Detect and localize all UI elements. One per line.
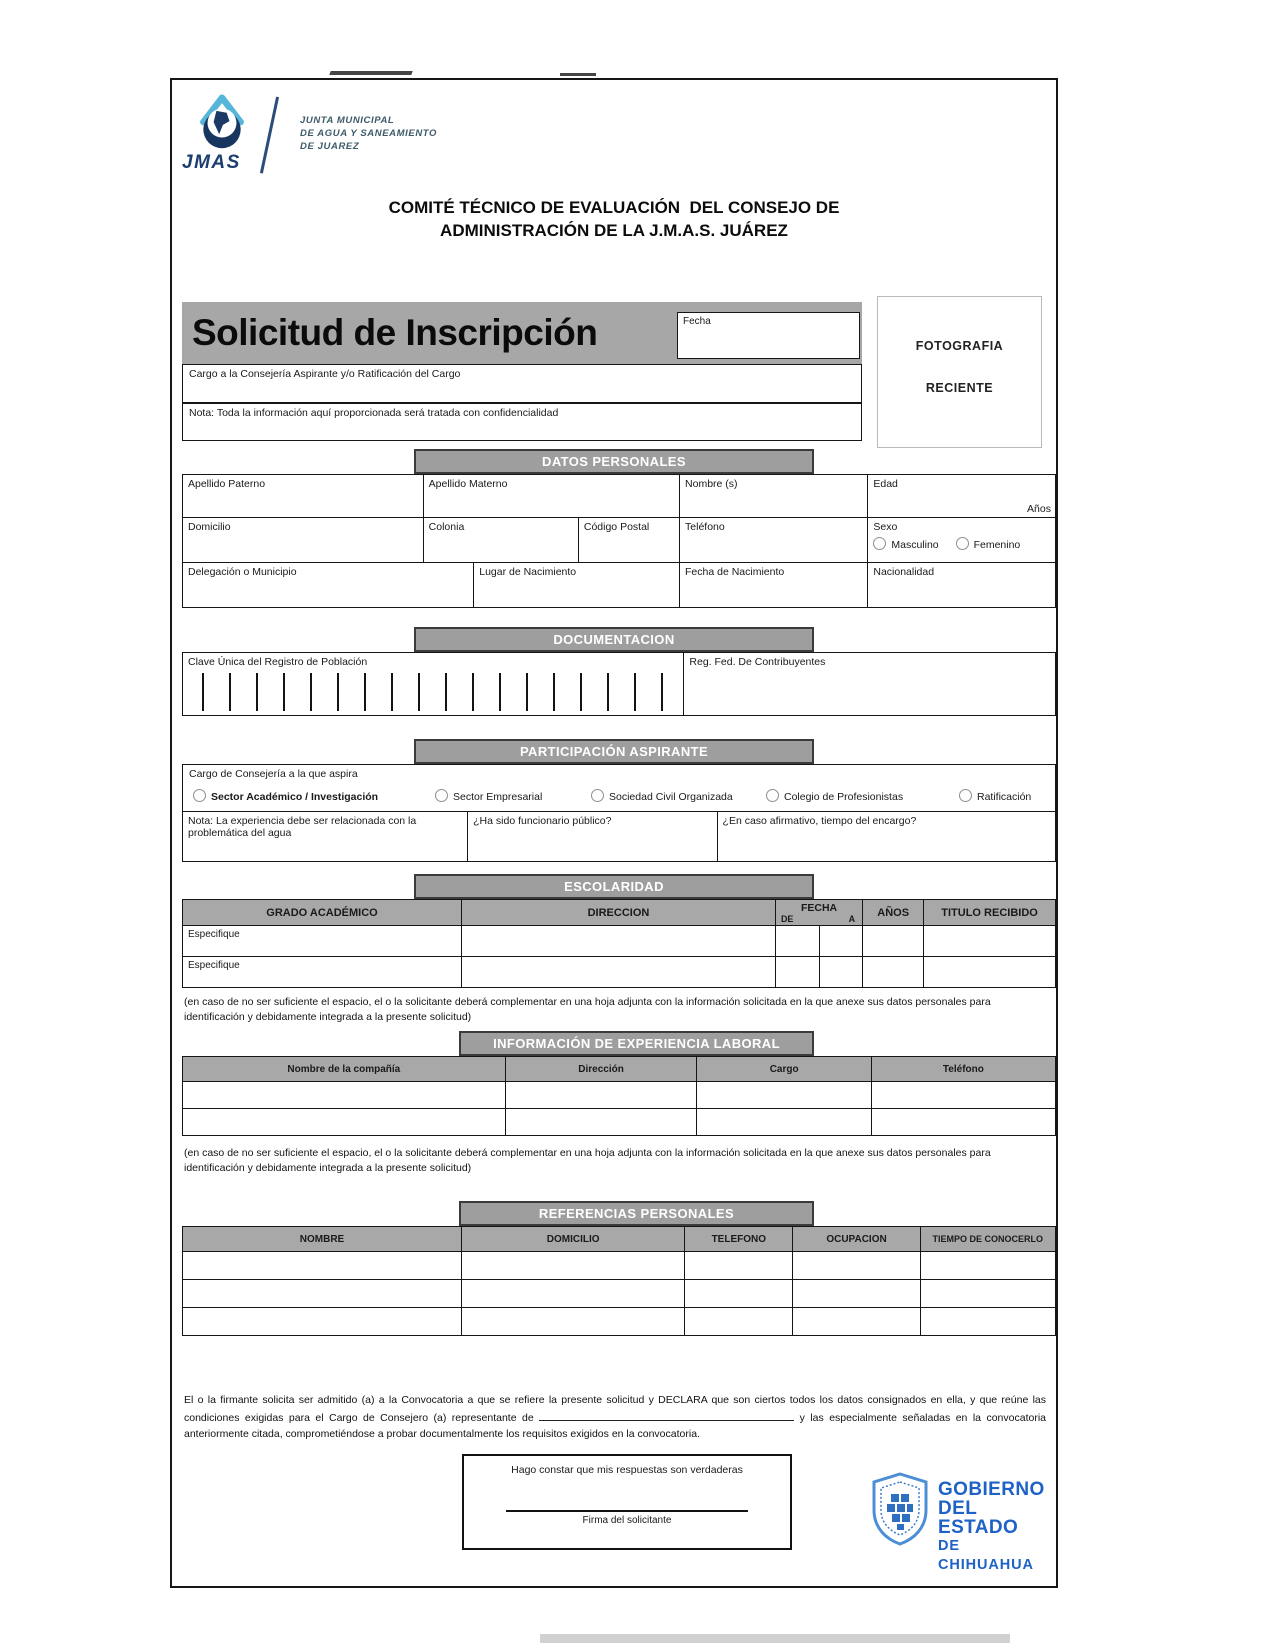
- ocupacion-cell[interactable]: [793, 1252, 920, 1279]
- funcionario-publico-cell[interactable]: [468, 812, 717, 861]
- referencias-table: [182, 1226, 1056, 1336]
- especifique-label: Especifique: [188, 929, 240, 940]
- fecha-de-cell[interactable]: [776, 926, 820, 956]
- logo-divider: [260, 97, 279, 174]
- cargo-cell[interactable]: [697, 1082, 871, 1108]
- page-title: Solicitud de Inscripción: [192, 312, 598, 353]
- signature-box: [462, 1454, 792, 1550]
- option-label: Colegio de Profesionistas: [784, 791, 904, 803]
- funcionario-publico-label: ¿Ha sido funcionario público?: [473, 815, 612, 827]
- declaracion-parte1: El o la firmante solicita ser admitido (a) a la Convocatoria a que se refiere la presente solicitud y DECLARA que son ciertos todos los datos consignados en ella, y que reúne las condiciones exigidas para el Cargo de Consejero (a) representante de: [184, 1394, 1046, 1424]
- direccion-cell[interactable]: [462, 957, 776, 987]
- fecha-label: Fecha: [683, 316, 711, 327]
- grado-cell[interactable]: [183, 957, 462, 987]
- option-sector-academico[interactable]: [193, 789, 378, 803]
- col-fecha: [776, 900, 863, 925]
- curp-comb-field[interactable]: [202, 673, 668, 711]
- nombre-cell[interactable]: [183, 1280, 462, 1307]
- anios-cell[interactable]: [863, 926, 924, 956]
- col-nombre: NOMBRE: [183, 1227, 462, 1251]
- experiencia-nota-cell: [183, 812, 468, 861]
- gobierno-line3: DE CHIHUAHUA: [938, 1538, 1034, 1573]
- lugar-nacimiento-cell[interactable]: [474, 563, 680, 607]
- sexo-cell: [868, 518, 1055, 562]
- title-band: [182, 302, 862, 364]
- telefono-cell[interactable]: [872, 1082, 1055, 1108]
- codigo-postal-cell[interactable]: [579, 518, 680, 562]
- col-nombre-compania: Nombre de la compañía: [183, 1057, 506, 1081]
- option-label: Ratificación: [977, 791, 1032, 803]
- option-label: Sociedad Civil Organizada: [609, 791, 733, 803]
- escolaridad-table: [182, 899, 1056, 988]
- femenino-label: Femenino: [973, 539, 1021, 551]
- direccion-cell[interactable]: [506, 1082, 698, 1108]
- telefono-cell[interactable]: [872, 1109, 1055, 1135]
- tiempo-cell[interactable]: [921, 1252, 1055, 1279]
- confidencialidad-text: Nota: Toda la información aquí proporcionada será tratada con confidencialidad: [189, 407, 559, 419]
- compania-cell[interactable]: [183, 1082, 506, 1108]
- telefono-cell[interactable]: [685, 1252, 793, 1279]
- telefono-label: Teléfono: [685, 521, 725, 533]
- apellido-paterno-label: Apellido Paterno: [188, 478, 266, 490]
- edad-cell[interactable]: [868, 475, 1055, 517]
- nacionalidad-cell[interactable]: [868, 563, 1055, 607]
- codigo-postal-label: Código Postal: [583, 521, 650, 533]
- committee-title-line1: COMITÉ TÉCNICO DE EVALUACIÓN DEL CONSEJO DE: [388, 198, 840, 217]
- apellido-materno-cell[interactable]: [424, 475, 680, 517]
- domicilio-cell[interactable]: [462, 1280, 685, 1307]
- delegacion-label: Delegación o Municipio: [188, 566, 297, 578]
- col-direccion: DIRECCION: [462, 900, 776, 925]
- declaracion-paragraph: [184, 1392, 1046, 1443]
- declaracion-parte2: y las especialmente señaladas en la convocatoria anteriormente citada, comprometiéndose a probar documentalmente los requisitos exigidos en la convocatoria.: [184, 1411, 1047, 1440]
- datos-personales-table: [182, 474, 1056, 608]
- scan-artifact: [329, 71, 412, 75]
- nombre-cell[interactable]: [183, 1308, 462, 1335]
- col-direccion: Dirección: [506, 1057, 698, 1081]
- cargo-consejeria-label: Cargo de Consejería a la que aspira: [189, 768, 358, 780]
- radio-masculino-icon[interactable]: [873, 537, 886, 550]
- radio-sociedad-civil-icon[interactable]: [591, 789, 604, 802]
- fecha-de-label: DE: [780, 914, 794, 924]
- tiempo-encargo-cell[interactable]: [718, 812, 1055, 861]
- sexo-masculino-option[interactable]: [873, 539, 938, 551]
- col-tiempo-conocerlo: TIEMPO DE CONOCERLO: [932, 1234, 1044, 1244]
- radio-sector-empresarial-icon[interactable]: [435, 789, 448, 802]
- nota-espacio-1: (en caso de no ser suficiente el espacio, el o la solicitante deberá complementar en una hoja adjunta con la información solicitada en la que anexe sus datos personales para identificación y debidamente integrada a la presente solicitud): [184, 996, 991, 1023]
- titulo-cell[interactable]: [924, 957, 1055, 987]
- delegacion-cell[interactable]: [183, 563, 474, 607]
- apellido-materno-label: Apellido Materno: [428, 478, 508, 490]
- committee-title: [172, 196, 1056, 242]
- org-line-2: DE AGUA Y SANEAMIENTO: [300, 128, 437, 139]
- confidencialidad-note: [182, 403, 862, 441]
- gobierno-wordmark: [938, 1480, 1056, 1575]
- titulo-cell[interactable]: [924, 926, 1055, 956]
- col-anios: AÑOS: [863, 900, 924, 925]
- gobierno-line2: DEL ESTADO: [938, 1498, 1019, 1538]
- fecha-field[interactable]: [677, 312, 860, 359]
- lugar-nacimiento-label: Lugar de Nacimiento: [479, 566, 577, 578]
- col-cargo: Cargo: [697, 1057, 871, 1081]
- col-domicilio: DOMICILIO: [462, 1227, 685, 1251]
- section-escolaridad: ESCOLARIDAD: [414, 874, 814, 899]
- radio-femenino-icon[interactable]: [956, 537, 969, 550]
- domicilio-cell[interactable]: [462, 1308, 685, 1335]
- participacion-table: [182, 764, 1056, 862]
- fecha-a-label: A: [848, 914, 856, 924]
- edad-label: Edad: [873, 478, 898, 490]
- domicilio-cell[interactable]: [462, 1252, 685, 1279]
- col-grado-academico: GRADO ACADÉMICO: [183, 900, 462, 925]
- anios-label: Años: [1027, 503, 1051, 515]
- cargo-cell[interactable]: [697, 1109, 871, 1135]
- nombre-cell[interactable]: [183, 1252, 462, 1279]
- colonia-cell[interactable]: [424, 518, 579, 562]
- experiencia-nota-text: Nota: La experiencia debe ser relacionada con la problemática del agua: [188, 815, 417, 839]
- firma-label: Firma del solicitante: [582, 1515, 672, 1526]
- telefono-cell[interactable]: [685, 1308, 793, 1335]
- option-sector-empresarial[interactable]: [435, 789, 542, 803]
- scan-artifact-bar: [540, 1634, 1010, 1643]
- direccion-cell[interactable]: [462, 926, 776, 956]
- nota-espacio-2: (en caso de no ser suficiente el espacio, el o la solicitante deberá complementar en una hoja adjunta con la información solicitada en la que anexe sus datos personales para identificación y debidamente integrada a la presente solicitud): [184, 1147, 991, 1174]
- representante-blank-field[interactable]: [539, 1409, 794, 1421]
- rfc-cell[interactable]: [684, 653, 1055, 715]
- apellido-paterno-cell[interactable]: [183, 475, 424, 517]
- colonia-label: Colonia: [428, 521, 465, 533]
- constancia-text: Hago constar que mis respuestas son verdaderas: [511, 1464, 743, 1476]
- nacionalidad-label: Nacionalidad: [873, 566, 935, 578]
- fecha-nacimiento-cell[interactable]: [680, 563, 868, 607]
- form-sheet: [170, 78, 1058, 1588]
- nombres-label: Nombre (s): [685, 478, 738, 490]
- option-sociedad-civil[interactable]: [591, 789, 733, 803]
- jmas-logo-icon: [194, 92, 250, 154]
- masculino-label: Masculino: [891, 539, 939, 551]
- chihuahua-shield-icon: [870, 1472, 930, 1546]
- photo-line2: RECIENTE: [925, 381, 994, 395]
- option-colegio-profesionistas[interactable]: [766, 789, 903, 803]
- fecha-a-cell[interactable]: [820, 957, 864, 987]
- section-documentacion: DOCUMENTACION: [414, 627, 814, 652]
- tiempo-cell[interactable]: [921, 1280, 1055, 1307]
- col-ocupacion: OCUPACION: [793, 1227, 920, 1251]
- anios-cell[interactable]: [863, 957, 924, 987]
- section-participacion: PARTICIPACIÓN ASPIRANTE: [414, 739, 814, 764]
- org-line-1: JUNTA MUNICIPAL: [300, 115, 395, 126]
- ocupacion-cell[interactable]: [793, 1308, 920, 1335]
- option-label: Sector Empresarial: [453, 791, 543, 803]
- ocupacion-cell[interactable]: [793, 1280, 920, 1307]
- cargo-aspirante-field[interactable]: [182, 364, 862, 403]
- signature-line[interactable]: [506, 1510, 747, 1512]
- telefono-cell[interactable]: [685, 1280, 793, 1307]
- fecha-header-label: FECHA: [800, 902, 838, 914]
- org-line-3: DE JUAREZ: [300, 141, 360, 152]
- cargo-aspirante-label: Cargo a la Consejería Aspirante y/o Ratificación del Cargo: [189, 368, 461, 380]
- scan-artifact: [560, 73, 596, 76]
- direccion-cell[interactable]: [506, 1109, 698, 1135]
- radio-ratificacion-icon[interactable]: [959, 789, 972, 802]
- committee-title-line2: ADMINISTRACIÓN DE LA J.M.A.S. JUÁREZ: [440, 221, 788, 240]
- org-name: [300, 114, 437, 153]
- jmas-wordmark: JMAS: [182, 152, 241, 173]
- grado-cell[interactable]: [183, 926, 462, 956]
- tiempo-encargo-label: ¿En caso afirmativo, tiempo del encargo?: [722, 815, 917, 827]
- curp-label: Clave Única del Registro de Población: [188, 656, 368, 668]
- photo-line1: FOTOGRAFIA: [915, 339, 1004, 353]
- gobierno-line1: GOBIERNO: [938, 1479, 1045, 1500]
- section-experiencia: INFORMACIÓN DE EXPERIENCIA LABORAL: [459, 1031, 814, 1056]
- fecha-a-cell[interactable]: [820, 926, 864, 956]
- option-ratificacion[interactable]: [959, 789, 1031, 803]
- compania-cell[interactable]: [183, 1109, 506, 1135]
- documentacion-table: [182, 652, 1056, 716]
- domicilio-label: Domicilio: [188, 521, 231, 533]
- col-titulo-recibido: TITULO RECIBIDO: [941, 906, 1038, 919]
- nombres-cell[interactable]: [680, 475, 868, 517]
- section-referencias: REFERENCIAS PERSONALES: [459, 1201, 814, 1226]
- section-datos-personales: DATOS PERSONALES: [414, 449, 814, 474]
- fecha-nacimiento-label: Fecha de Nacimiento: [685, 566, 785, 578]
- experiencia-table: [182, 1056, 1056, 1136]
- telefono-cell[interactable]: [680, 518, 868, 562]
- rfc-label: Reg. Fed. De Contribuyentes: [689, 656, 826, 668]
- tiempo-cell[interactable]: [921, 1308, 1055, 1335]
- sexo-femenino-option[interactable]: [956, 539, 1021, 551]
- fecha-de-cell[interactable]: [776, 957, 820, 987]
- sexo-label: Sexo: [873, 521, 898, 533]
- curp-cell: [183, 653, 684, 715]
- especifique-label: Especifique: [188, 960, 240, 971]
- col-telefono: Teléfono: [942, 1063, 984, 1075]
- option-label: Sector Académico / Investigación: [211, 791, 379, 803]
- radio-colegio-icon[interactable]: [766, 789, 779, 802]
- domicilio-cell[interactable]: [183, 518, 424, 562]
- photo-placeholder: [877, 296, 1042, 448]
- radio-sector-academico-icon[interactable]: [193, 789, 206, 802]
- col-telefono: TELEFONO: [685, 1227, 793, 1251]
